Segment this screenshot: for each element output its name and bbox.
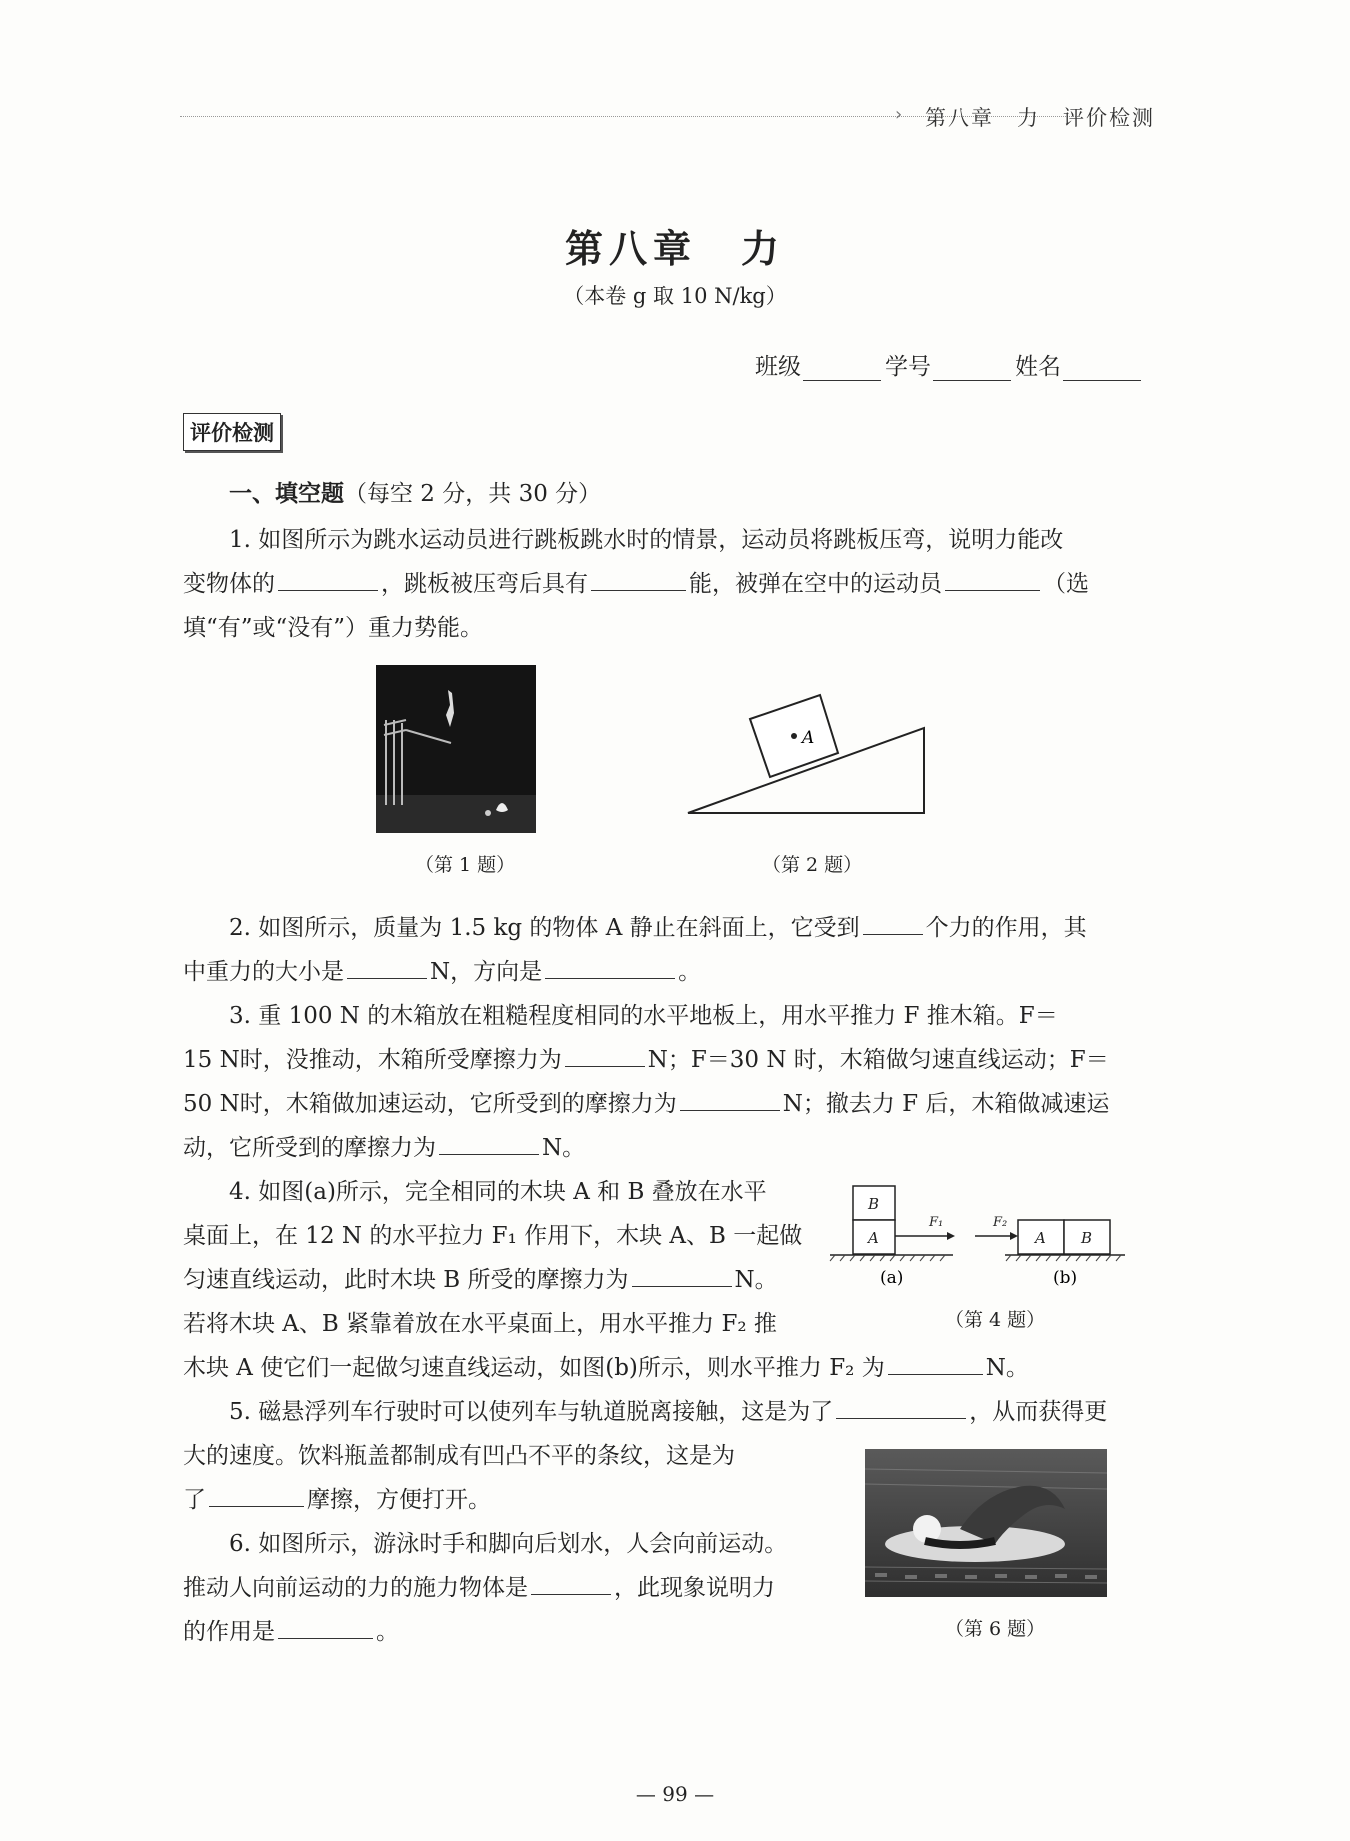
question-6	[183, 1522, 848, 1654]
q1-line3: 填“有”或“没有”）重力势能。	[183, 615, 484, 641]
q5-text-a: 5. 磁悬浮列车行驶时可以使列车与轨道脱离接触，这是为了	[229, 1399, 834, 1425]
q3-blank-1[interactable]	[565, 1040, 645, 1067]
q3-text-g: N。	[542, 1135, 586, 1161]
running-title: 第八章 力 评价检测	[925, 106, 1155, 130]
q3-text-e: N；撤去力 F 后，木箱做减速运	[782, 1091, 1110, 1117]
part1-heading	[183, 472, 1148, 516]
name-blank[interactable]	[1063, 358, 1141, 381]
q2-blank-2[interactable]	[347, 952, 427, 979]
q4-blank-1[interactable]	[632, 1260, 732, 1287]
q3-blank-3[interactable]	[439, 1128, 539, 1155]
swimmer-photo	[865, 1449, 1107, 1597]
q4-line4: 若将木块 A、B 紧靠着放在水平桌面上，用水平推力 F₂ 推	[183, 1311, 777, 1337]
q3-text-c: N；F＝30 N 时，木箱做匀速直线运动；F＝	[647, 1047, 1109, 1073]
q2-text-c: 中重力的大小是	[183, 959, 344, 985]
q5-text-c: 大的速度。饮料瓶盖都制成有凹凸不平的条纹，这是为	[183, 1443, 735, 1469]
question-5	[183, 1390, 1148, 1434]
student-info	[755, 348, 1145, 381]
q6-blank-2[interactable]	[278, 1612, 373, 1639]
id-blank[interactable]	[933, 358, 1011, 381]
q2-text-e: 。	[678, 959, 702, 985]
q5-text-b: ，从而获得更	[969, 1399, 1108, 1425]
question-2	[183, 906, 1148, 994]
q5-text-d: 了	[183, 1487, 206, 1513]
q4-blank-2[interactable]	[888, 1348, 983, 1375]
q3-text-f: 动，它所受到的摩擦力为	[183, 1135, 436, 1161]
q6-text-d: 的作用是	[183, 1619, 275, 1645]
fig2-caption: （第 2 题）	[762, 854, 863, 876]
q2-blank-1[interactable]	[863, 908, 923, 935]
q3-text-d: 50 N时，木箱做加速运动，它所受到的摩擦力为	[183, 1091, 677, 1117]
fig6-caption: （第 6 题）	[945, 1618, 1046, 1640]
q1-text-d: 能，被弹在空中的运动员	[689, 571, 942, 597]
q6-text-e: 。	[376, 1619, 399, 1645]
incline-diagram	[680, 685, 930, 820]
q6-text-b: 推动人向前运动的力的施力物体是	[183, 1575, 528, 1601]
q4-line1: 4. 如图(a)所示，完全相同的木块 A 和 B 叠放在水平	[229, 1179, 767, 1205]
q2-blank-3[interactable]	[545, 952, 675, 979]
q3-blank-2[interactable]	[680, 1084, 780, 1111]
q2-text-b: 个力的作用，其	[925, 915, 1087, 941]
q3-line1: 3. 重 100 N 的木箱放在粗糙程度相同的水平地板上，用水平推力 F 推木箱。F＝	[229, 1003, 1058, 1029]
page-subtitle: （本卷 g 取 10 N/kg）	[563, 284, 787, 308]
q6-text-c: ，此现象说明力	[614, 1575, 775, 1601]
q5-text-e: 摩擦，方便打开。	[307, 1487, 491, 1513]
q1-blank-3[interactable]	[945, 564, 1040, 591]
name-label: 姓名	[1015, 354, 1061, 380]
part1-title: 一、填空题	[229, 481, 344, 507]
fig2-label: A	[802, 728, 815, 748]
fig4-a-bottom-label: A	[868, 1229, 879, 1247]
question-3	[183, 994, 1148, 1170]
class-label: 班级	[755, 354, 801, 380]
part1-note: （每空 2 分，共 30 分）	[344, 481, 602, 507]
q1-line1: 1. 如图所示为跳水运动员进行跳板跳水时的情景，运动员将跳板压弯，说明力能改	[229, 527, 1064, 553]
id-label: 学号	[885, 354, 931, 380]
blocks-diagram	[825, 1178, 1130, 1288]
fig4-caption-b: (b)	[1053, 1268, 1078, 1288]
q4-text-c: 匀速直线运动，此时木块 B 所受的摩擦力为	[183, 1267, 629, 1293]
fig4-f2-label: F₂	[993, 1215, 1008, 1230]
q3-text-b: 15 N时，没推动，木箱所受摩擦力为	[183, 1047, 562, 1073]
q4-text-g: N。	[985, 1355, 1029, 1381]
fig4-a-top-label: B	[868, 1195, 880, 1213]
q1-text-c: ，跳板被压弯后具有	[381, 571, 588, 597]
class-blank[interactable]	[803, 358, 881, 381]
question-1	[183, 518, 1148, 650]
q1-text-b: 变物体的	[183, 571, 275, 597]
fig4-caption: （第 4 题）	[945, 1309, 1046, 1331]
q6-blank-1[interactable]	[531, 1568, 611, 1595]
header-arrow-icon: ›	[895, 104, 903, 125]
q5-blank-2[interactable]	[209, 1480, 304, 1507]
question-4-last-line	[183, 1346, 1148, 1390]
fig4-b-right-label: B	[1081, 1229, 1093, 1247]
q4-text-d: N。	[734, 1267, 778, 1293]
q5-blank-1[interactable]	[836, 1392, 966, 1419]
q2-text-a: 2. 如图所示，质量为 1.5 kg 的物体 A 静止在斜面上，它受到	[229, 915, 860, 941]
q2-text-d: N，方向是	[430, 959, 543, 985]
q6-line1: 6. 如图所示，游泳时手和脚向后划水，人会向前运动。	[229, 1531, 788, 1557]
page-number: — 99 —	[635, 1782, 715, 1806]
diving-photo	[376, 665, 536, 833]
fig4-f1-label: F₁	[929, 1215, 944, 1230]
question-4	[183, 1170, 848, 1346]
section-label: 评价检测	[183, 413, 281, 451]
q1-blank-1[interactable]	[278, 564, 378, 591]
q4-text-f: 木块 A 使它们一起做匀速直线运动，如图(b)所示，则水平推力 F₂ 为	[183, 1355, 885, 1381]
q1-blank-2[interactable]	[591, 564, 686, 591]
fig4-b-left-label: A	[1035, 1229, 1046, 1247]
q4-line2: 桌面上，在 12 N 的水平拉力 F₁ 作用下，木块 A、B 一起做	[183, 1223, 803, 1249]
fig4-caption-a: (a)	[880, 1268, 904, 1288]
page-title: 第八章 力	[564, 227, 785, 271]
q1-text-e: （选	[1043, 571, 1089, 597]
fig1-caption: （第 1 题）	[415, 854, 516, 876]
question-5-cont	[183, 1434, 848, 1522]
